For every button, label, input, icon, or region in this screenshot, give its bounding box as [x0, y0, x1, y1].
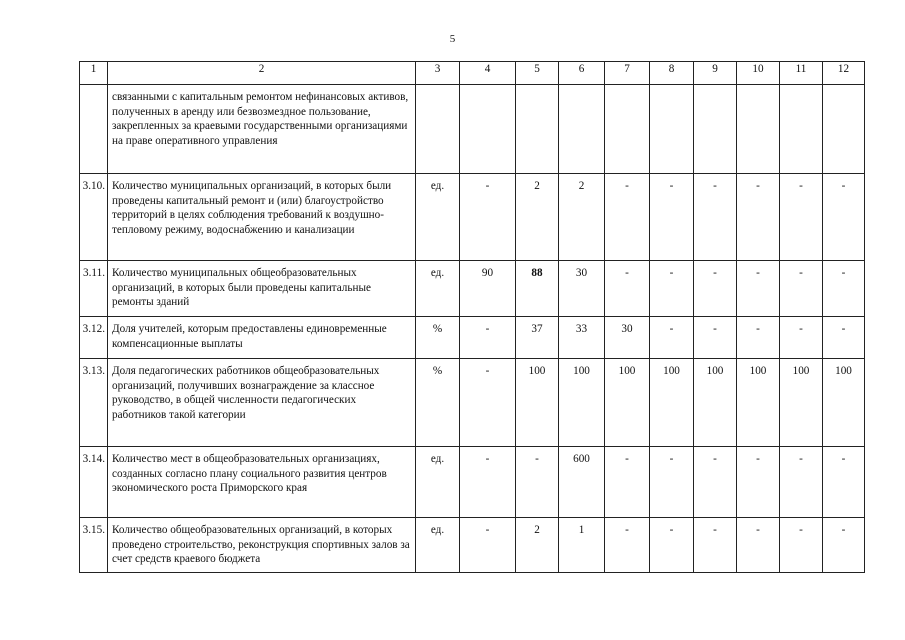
indicator-description: Количество общеобразовательных организаций, в которых проведено строительство, реконструкция спортивных залов за счет средств краевого бюджета: [108, 518, 416, 573]
value-cell: -: [694, 174, 737, 261]
value-cell: 600: [559, 447, 605, 518]
table-row: [80, 447, 865, 518]
header-cell: 1: [80, 62, 108, 85]
value-cell: 100: [823, 359, 865, 447]
table-row: [80, 518, 865, 573]
table-row: [80, 359, 865, 447]
value-cell: [460, 85, 516, 174]
value-cell: -: [516, 447, 559, 518]
value-cell: -: [737, 174, 780, 261]
value-cell: [780, 85, 823, 174]
value-cell: -: [605, 261, 650, 317]
value-cell: 100: [559, 359, 605, 447]
table-row: [80, 261, 865, 317]
value-cell: 1: [559, 518, 605, 573]
value-cell: -: [650, 317, 694, 359]
unit-cell: ед.: [416, 518, 460, 573]
value-cell: 100: [694, 359, 737, 447]
value-cell: [694, 85, 737, 174]
header-cell: 11: [780, 62, 823, 85]
value-cell: -: [780, 261, 823, 317]
header-cell: 7: [605, 62, 650, 85]
row-number: 3.15.: [80, 518, 108, 573]
table-row: [80, 317, 865, 359]
value-cell: -: [737, 317, 780, 359]
indicator-description: Количество муниципальных организаций, в которых были проведены капитальный ремонт и (или) благоустройство территорий в целях соблюдения требований к воздушно-тепловому режиму, водоснабжению и канализации: [108, 174, 416, 261]
value-cell: -: [823, 447, 865, 518]
row-number: [80, 85, 108, 174]
value-cell: -: [780, 174, 823, 261]
value-cell: -: [460, 359, 516, 447]
indicator-description: Количество мест в общеобразовательных организациях, созданных согласно плану социального развития центров экономического роста Приморского края: [108, 447, 416, 518]
value-cell: 2: [559, 174, 605, 261]
value-cell: -: [650, 261, 694, 317]
value-cell: -: [694, 518, 737, 573]
row-number: 3.12.: [80, 317, 108, 359]
row-number: 3.10.: [80, 174, 108, 261]
header-cell: 10: [737, 62, 780, 85]
header-cell: 6: [559, 62, 605, 85]
value-cell: 30: [605, 317, 650, 359]
value-cell: 33: [559, 317, 605, 359]
value-cell: -: [650, 447, 694, 518]
value-cell: 88: [516, 261, 559, 317]
unit-cell: %: [416, 359, 460, 447]
value-cell: 90: [460, 261, 516, 317]
value-cell: -: [780, 317, 823, 359]
row-number: 3.13.: [80, 359, 108, 447]
value-cell: -: [650, 518, 694, 573]
value-cell: -: [780, 518, 823, 573]
indicator-description: Количество муниципальных общеобразовательных организаций, в которых были проведены капитальные ремонты зданий: [108, 261, 416, 317]
value-cell: -: [823, 518, 865, 573]
value-cell: -: [605, 447, 650, 518]
value-cell: -: [460, 317, 516, 359]
row-number: 3.11.: [80, 261, 108, 317]
value-cell: -: [460, 447, 516, 518]
table-row: [80, 85, 865, 174]
value-cell: -: [823, 317, 865, 359]
page-number: 5: [449, 33, 456, 45]
value-cell: 100: [737, 359, 780, 447]
table-row: [80, 174, 865, 261]
value-cell: -: [737, 447, 780, 518]
unit-cell: [416, 85, 460, 174]
value-cell: 30: [559, 261, 605, 317]
value-cell: -: [694, 447, 737, 518]
value-cell: [737, 85, 780, 174]
indicator-description: Доля педагогических работников общеобразовательных организаций, получивших вознаграждение за классное руководство, в общей численности педагогических работников такой категории: [108, 359, 416, 447]
value-cell: 100: [780, 359, 823, 447]
unit-cell: ед.: [416, 174, 460, 261]
unit-cell: ед.: [416, 447, 460, 518]
row-number: 3.14.: [80, 447, 108, 518]
value-cell: [650, 85, 694, 174]
value-cell: -: [737, 261, 780, 317]
value-cell: -: [780, 447, 823, 518]
value-cell: -: [823, 174, 865, 261]
header-cell: 3: [416, 62, 460, 85]
value-cell: -: [460, 518, 516, 573]
value-cell: -: [605, 174, 650, 261]
unit-cell: %: [416, 317, 460, 359]
value-cell: -: [460, 174, 516, 261]
value-cell: -: [605, 518, 650, 573]
indicator-description: Доля учителей, которым предоставлены единовременные компенсационные выплаты: [108, 317, 416, 359]
unit-cell: ед.: [416, 261, 460, 317]
value-cell: 2: [516, 174, 559, 261]
value-cell: [559, 85, 605, 174]
value-cell: [605, 85, 650, 174]
value-cell: -: [694, 317, 737, 359]
value-cell: -: [650, 174, 694, 261]
value-cell: -: [823, 261, 865, 317]
value-cell: 100: [516, 359, 559, 447]
value-cell: -: [737, 518, 780, 573]
value-cell: 37: [516, 317, 559, 359]
value-cell: 100: [650, 359, 694, 447]
header-cell: 4: [460, 62, 516, 85]
header-cell: 12: [823, 62, 865, 85]
header-row: [80, 62, 865, 85]
value-cell: 100: [605, 359, 650, 447]
header-cell: 8: [650, 62, 694, 85]
header-cell: 9: [694, 62, 737, 85]
value-cell: 2: [516, 518, 559, 573]
indicator-description: связанными с капитальным ремонтом нефинансовых активов, полученных в аренду или безвозмездное пользование, закрепленных за краевыми государственными организациями на праве оперативного управления: [108, 85, 416, 174]
header-cell: 2: [108, 62, 416, 85]
value-cell: -: [694, 261, 737, 317]
value-cell: [516, 85, 559, 174]
header-cell: 5: [516, 62, 559, 85]
value-cell: [823, 85, 865, 174]
indicators-table: [79, 61, 865, 573]
